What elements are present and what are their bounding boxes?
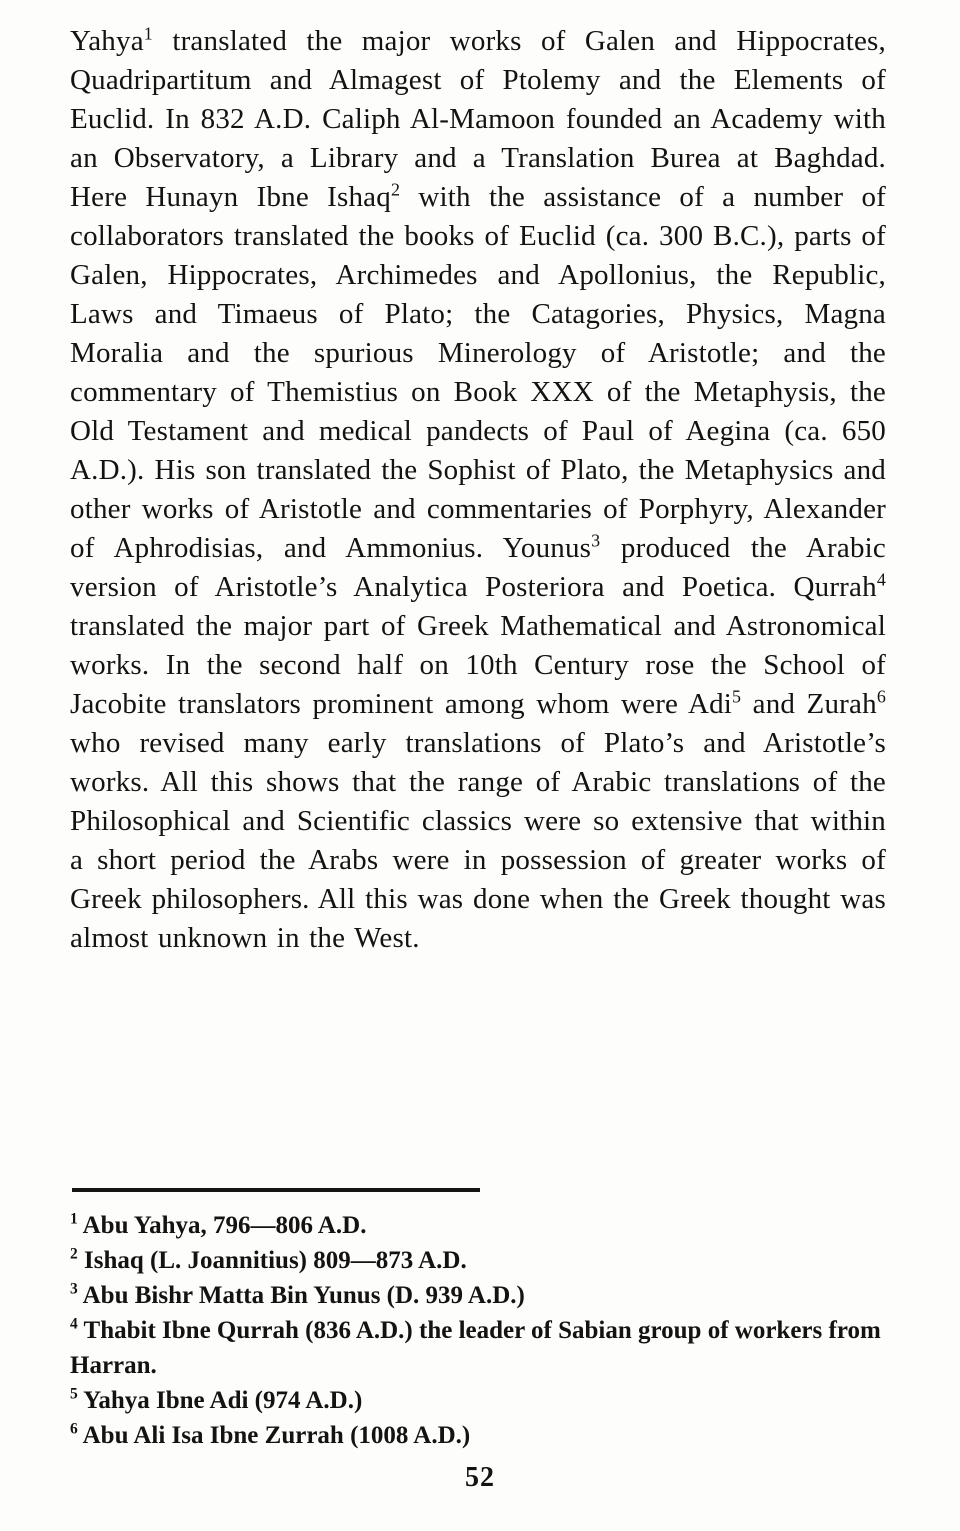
footnote-separator [72,1188,480,1192]
footnote-marker: 1 [70,1210,78,1228]
footnote-item: $^1$ Abu Yahya, 796—806 A.D. [70,1210,367,1239]
footnote-marker: 3 [591,530,601,551]
footnote-item: $^2$ Ishaq (L. Joannitius) 809—873 A.D. [70,1245,467,1274]
footnote-marker: 2 [70,1245,78,1263]
footnote-marker: 4 [70,1315,78,1333]
footnote-marker: 6 [876,686,886,707]
footnote-item: $^6$ Abu Ali Isa Ibne Zurrah (1008 A.D.) [70,1420,471,1449]
footnote-marker: 2 [390,179,401,200]
footnote-item: $^4$ Thabit Ibne Qurrah (836 A.D.) the leader of Sabian group of workers from Harran. [70,1315,881,1379]
footnote-marker: 1 [143,23,153,44]
footnote-item: $^3$ Abu Bishr Matta Bin Yunus (D. 939 A.D.) [70,1280,525,1309]
footnote-marker: 5 [70,1385,78,1403]
footnotes-section [70,1208,886,1453]
main-paragraph: Yahya$^1$ translated the major works of Galen and Hippocrates, Quadripartitum and Almagest of Ptolemy and the Elements of Euclid. In 832 A.D. Caliph Al-Mamoon founded an Academy with an Observatory, a Library and a Translation Burea at Baghdad. Here Hunayn Ibne Ishaq$^2$ with the assistance of a number of collaborators translated the books of Euclid (ca. 300 B.C.), parts of Galen, Hippocrates, Archimedes and Apollonius, the Republic, Laws and Timaeus of Plato; the Catagories, Physics, Magna Moralia and the spurious Minerology of Aristotle; and the commentary of Themistius on Book XXX of the Metaphysis, the Old Testament and medical pandects of Paul of Aegina (ca. 650 A.D.). His son translated the Sophist of Plato, the Metaphysics and other works of Aristotle and commentaries of Porphyry, Alexander of Aphrodisias, and Ammonius. Younus$^3$ produced the Arabic version of Aristotle’s Analytica Posteriora and Poetica. Qurrah$^4$ translated the major part of Greek Mathematical and Astronomical works. In the second half on 10th Century rose the School of Jacobite translators prominent among whom were Adi$^5$ and Zurah$^6$ who revised many early translations of Plato’s and Aristotle’s works. All this shows that the range of Arabic translations of the Philosophical and Scientific classics were so extensive that within a short period the Arabs were in possession of greater works of Greek philosophers. All this was done when the Greek thought was almost unknown in the West. [70,23,887,954]
footnote-item: $^5$ Yahya Ibne Adi (974 A.D.) [70,1385,363,1414]
footnote-marker: 5 [732,686,742,707]
page-number: 52 [465,1462,495,1493]
footnote-marker: 4 [876,569,886,590]
footnote-marker: 6 [70,1420,78,1438]
footnote-marker: 3 [70,1280,78,1298]
